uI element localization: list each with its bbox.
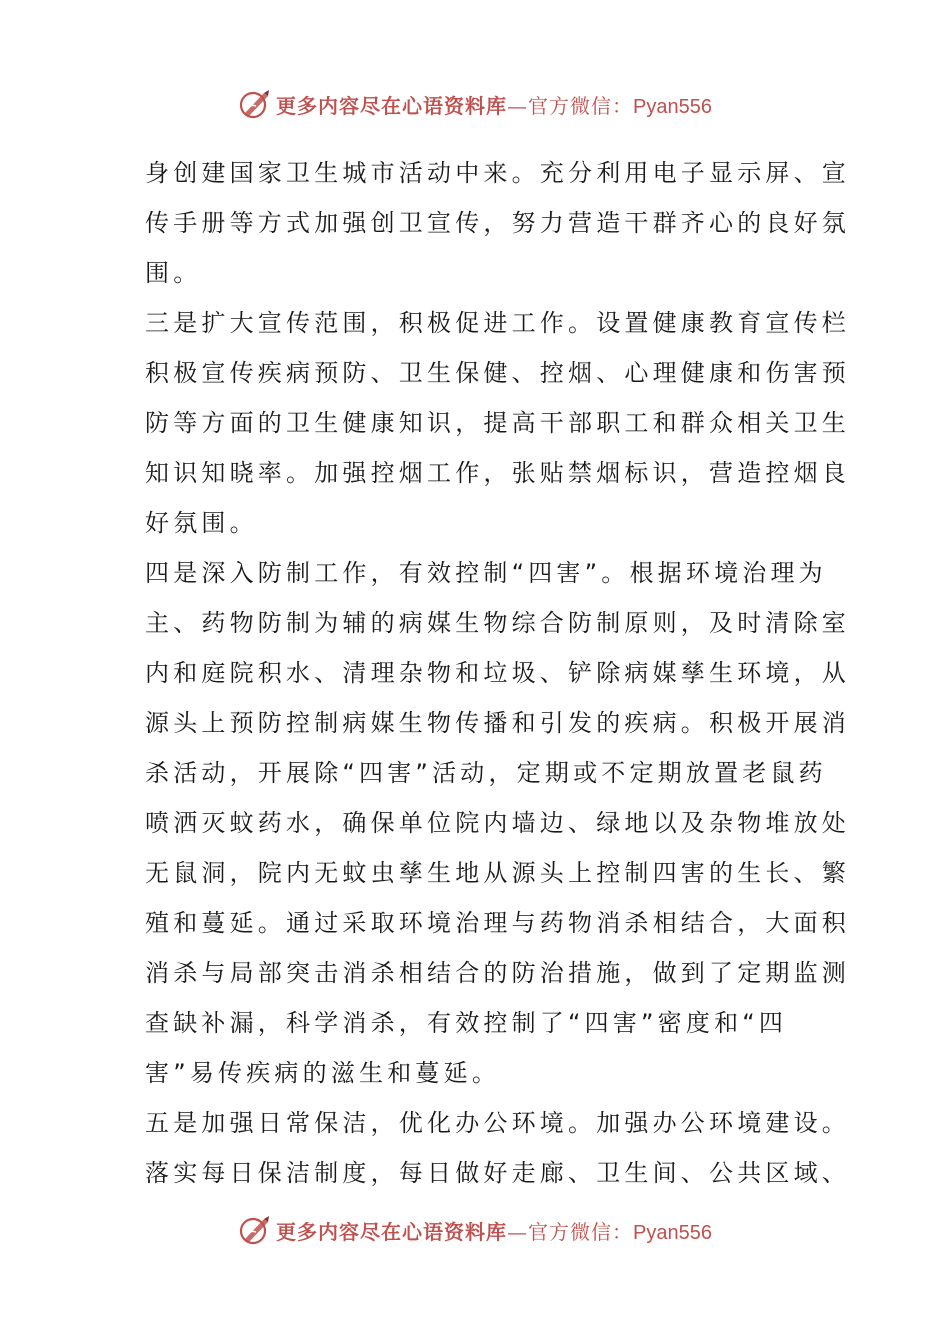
watermark-header (0, 84, 950, 124)
text-line: 查缺补漏，科学消杀，有效控制了“四害”密度和“四 (145, 1009, 788, 1037)
watermark-separator: — (507, 93, 529, 118)
text-line: 三是扩大宣传范围，积极促进工作。设置健康教育宣传栏 (145, 309, 850, 337)
paragraph (145, 148, 850, 298)
watermark-wechat-id: Pyan556 (633, 1221, 712, 1244)
watermark-label: 更多内容尽在心语资料库 (276, 93, 508, 118)
text-line: 消杀与局部突击消杀相结合的防治措施，做到了定期监测 (145, 959, 850, 987)
paragraph (145, 548, 850, 1098)
watermark-text (276, 1216, 712, 1245)
text-line: 身创建国家卫生城市活动中来。充分利用电子显示屏、宣 (145, 159, 850, 187)
text-line: 五是加强日常保洁，优化办公环境。加强办公环境建设。 (145, 1109, 850, 1137)
watermark-label: 更多内容尽在心语资料库 (276, 1219, 508, 1244)
watermark-text (276, 90, 712, 119)
text-line: 积极宣传疾病预防、卫生保健、控烟、心理健康和伤害预 (145, 359, 850, 387)
watermark-footer (0, 1210, 950, 1250)
text-line: 喷洒灭蚊药水，确保单位院内墙边、绿地以及杂物堆放处 (145, 809, 850, 837)
watermark-wechat-label: 官方微信： (528, 1219, 634, 1244)
text-line: 主、药物防制为辅的病媒生物综合防制原则，及时清除室 (145, 609, 850, 637)
text-line: 内和庭院积水、清理杂物和垃圾、铲除病媒孳生环境，从 (145, 659, 850, 687)
text-line: 好氛围。 (145, 509, 258, 537)
text-line: 落实每日保洁制度，每日做好走廊、卫生间、公共区域、 (145, 1159, 850, 1187)
paragraph (145, 298, 850, 548)
pen-logo-icon (238, 1213, 272, 1247)
text-line: 害”易传疾病的滋生和蔓延。 (145, 1059, 501, 1087)
watermark-wechat-label: 官方微信： (528, 93, 634, 118)
text-line: 围。 (145, 259, 202, 287)
text-line: 传手册等方式加强创卫宣传，努力营造干群齐心的良好氛 (145, 209, 850, 237)
pen-logo-icon (238, 87, 272, 121)
text-line: 四是深入防制工作，有效控制“四害”。根据环境治理为 (145, 559, 827, 587)
text-line: 知识知晓率。加强控烟工作，张贴禁烟标识，营造控烟良 (145, 459, 850, 487)
watermark-wechat-id: Pyan556 (633, 95, 712, 118)
document-body (145, 148, 850, 1198)
paragraph (145, 1098, 850, 1198)
text-line: 殖和蔓延。通过采取环境治理与药物消杀相结合，大面积 (145, 909, 850, 937)
text-line: 源头上预防控制病媒生物传播和引发的疾病。积极开展消 (145, 709, 850, 737)
text-line: 无鼠洞，院内无蚊虫孳生地从源头上控制四害的生长、繁 (145, 859, 850, 887)
text-line: 防等方面的卫生健康知识，提高干部职工和群众相关卫生 (145, 409, 850, 437)
watermark-separator: — (507, 1219, 529, 1244)
text-line: 杀活动，开展除“四害”活动，定期或不定期放置老鼠药 (145, 759, 827, 787)
